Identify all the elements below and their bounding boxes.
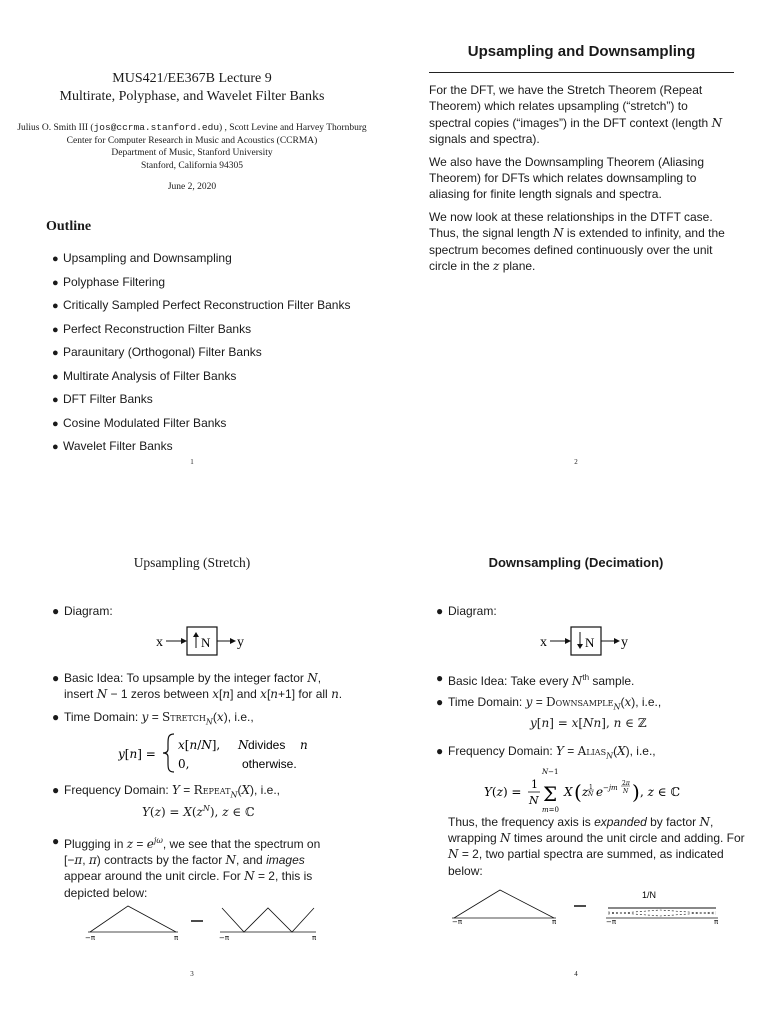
title-rule: [429, 72, 734, 73]
svg-text:X: X: [564, 785, 573, 799]
alias-equation: [484, 766, 694, 819]
outline-item: ● Paraunitary (Orthogonal) Filter Banks: [52, 341, 350, 365]
bullet-frequency-domain: ● Frequency Domain: Y = Alias$_N$(X), i.e.,: [436, 744, 656, 761]
svg-text:z: z: [582, 785, 589, 799]
outline-item: ● Critically Sampled Perfect Reconstruction Filter Banks: [52, 294, 350, 318]
bullet-icon: ●: [52, 783, 60, 797]
stretched-spectrum: [222, 908, 314, 932]
svg-text:π: π: [714, 918, 719, 926]
svg-text:N: N: [588, 791, 594, 798]
svg-text:−π: −π: [452, 918, 463, 926]
outline-heading: Outline: [46, 219, 92, 234]
input-arrowhead: [181, 638, 187, 644]
outline-item: ● Upsampling and Downsampling: [52, 247, 350, 271]
svg-text:Σ: Σ: [543, 782, 558, 806]
bullet-icon: ●: [52, 300, 59, 312]
svg-text:e: e: [596, 785, 604, 799]
outline-item: ● Wavelet Filter Banks: [52, 435, 350, 459]
bullet-icon: ●: [52, 370, 59, 383]
output-arrowhead: [614, 638, 620, 644]
paragraph: We also have the Downsampling Theorem (Aliasing Theorem) for DFTs which relates downsampling to aliasing for finite length signals and spectra.: [429, 154, 705, 202]
upsampler-block-diagram: [150, 624, 260, 658]
slide-3: [0, 512, 384, 1024]
slide-4: [384, 512, 768, 1024]
aliasing-spectrum-figure: [446, 886, 726, 928]
svg-text:π: π: [174, 934, 179, 942]
svg-text:π: π: [552, 918, 557, 926]
bullet-icon: ●: [52, 394, 59, 406]
diagram-output-label: y: [237, 635, 244, 650]
page-number: 4: [574, 970, 578, 978]
svg-text:N: N: [623, 788, 629, 795]
title-line-1: MUS421/EE367B Lecture 9: [112, 71, 272, 86]
output-arrowhead: [230, 638, 236, 644]
diagram-input-label: x: [540, 635, 547, 650]
outline-item: ● Cosine Modulated Filter Banks: [52, 412, 350, 436]
svg-text:1: 1: [531, 778, 538, 791]
svg-text:−π: −π: [606, 918, 617, 926]
lecture-title: [0, 70, 384, 106]
bullet-icon: ●: [436, 695, 444, 709]
author-email: jos@ccrma.stanford.edu: [93, 122, 220, 133]
up-arrowhead: [193, 632, 199, 637]
slide-body: [429, 82, 729, 280]
bullet-diagram: ● Diagram:: [52, 604, 113, 618]
svg-text:−π: −π: [85, 934, 96, 942]
svg-text:, z ∈ ℂ: , z ∈ ℂ: [640, 785, 681, 799]
svg-text:π: π: [312, 934, 317, 942]
svg-text:N: N: [238, 738, 249, 752]
repeat-equation: $Y(z) = X(z^N)$, z ∈ ℂ: [142, 804, 255, 819]
bullet-icon: ●: [52, 604, 60, 618]
svg-text:n: n: [300, 738, 308, 752]
math-var: z: [493, 259, 500, 274]
bullet-icon: ●: [436, 604, 444, 618]
bullet-basic-idea: ● Basic Idea: To upsample by the integer factor N, insert N − 1 zeros between x[n] and x[n+1] for all n.: [52, 671, 343, 702]
block-factor-label: N: [585, 635, 595, 650]
author-name: Julius O. Smith III (: [17, 123, 94, 133]
stretch-equation: [118, 730, 348, 779]
down-arrowhead: [577, 644, 583, 649]
scale-label: 1/N: [642, 890, 657, 900]
downsampler-block-diagram: [534, 624, 644, 658]
page-number: 2: [574, 458, 578, 466]
bullet-icon: ●: [52, 441, 59, 453]
svg-text:1: 1: [589, 784, 593, 791]
bullet-basic-idea: ● Basic Idea: Take every $N^{th}$ sample.: [436, 671, 635, 688]
paragraph: We now look at these relationships in the DTFT case. Thus, the signal length N is extended to infinity, and the spectrum becomes defined continuously over the unit circle in the z plane.: [429, 209, 725, 274]
math-var: N: [553, 226, 564, 241]
page-number: 1: [190, 458, 194, 466]
bullet-icon: ●: [436, 744, 444, 758]
block-factor-label: N: [201, 635, 211, 650]
title-line-2: Multirate, Polyphase, and Wavelet Filter Banks: [59, 89, 325, 104]
bullet-icon: ●: [52, 347, 59, 359]
downsample-equation: y[n] = x[Nn], n ∈ ℤ: [530, 716, 647, 730]
stretch-spectrum-figure: [82, 902, 332, 942]
paragraph: For the DFT, we have the Stretch Theorem (Repeat Theorem) which relates upsampling (“stretch”) to spectral copies (“images”) in the DFT context (length N signals and spectra).: [429, 83, 723, 147]
svg-text:2π: 2π: [622, 780, 630, 787]
svg-text:−jm: −jm: [603, 784, 618, 792]
bullet-icon: ●: [52, 276, 59, 289]
bullet-time-domain: ● Time Domain: y = Stretch$_N$(x), i.e.,: [52, 710, 254, 727]
thus-paragraph: Thus, the frequency axis is expanded by factor N, wrapping N times around the unit circle and adding. For N = 2, two partial spectra are summed, as indicated below:: [448, 815, 745, 878]
svg-text:Y(z) =: Y(z) =: [484, 785, 522, 799]
outline-list: [52, 247, 350, 459]
bullet-time-domain: ● Time Domain: y = Downsample$_N$(x), i.e.,: [436, 695, 662, 712]
slide-title: Upsampling (Stretch): [133, 555, 251, 570]
diagram-input-label: x: [156, 635, 163, 650]
bullet-icon: ●: [52, 253, 59, 265]
slide-title: Downsampling (Decimation): [488, 555, 664, 570]
affiliation-line-2: Department of Music, Stanford University: [111, 148, 273, 158]
outline-item: ● Polyphase Filtering: [52, 271, 350, 295]
svg-text:0,: 0,: [178, 757, 190, 771]
svg-text:otherwise.: otherwise.: [242, 757, 297, 771]
svg-text:m=0: m=0: [542, 806, 559, 814]
affiliation-line-3: Stanford, California 94305: [140, 160, 244, 171]
svg-text:): ): [632, 780, 640, 804]
slide-2: [384, 0, 768, 512]
input-arrowhead: [565, 638, 571, 644]
slide-title: Upsampling and Downsampling: [467, 43, 696, 60]
svg-text:−π: −π: [219, 934, 230, 942]
svg-text:y[n] =: y[n] =: [118, 747, 156, 761]
bullet-frequency-domain: ● Frequency Domain: Y = Repeat$_N$(X), i.e.,: [52, 783, 280, 800]
svg-text:N−1: N−1: [542, 768, 559, 776]
bullet-icon: ●: [52, 323, 59, 336]
original-spectrum: [90, 906, 176, 932]
affiliation-line-1: Center for Computer Research in Music and Acoustics (CCRMA): [66, 135, 318, 146]
bullet-icon: ●: [52, 834, 60, 848]
author-block: [0, 122, 384, 172]
lecture-date: June 2, 2020: [167, 182, 217, 192]
author-coauthors: ) , Scott Levine and Harvey Thornburg: [219, 123, 367, 133]
bullet-icon: ●: [52, 417, 59, 430]
svg-text:(: (: [574, 780, 582, 804]
page-number: 3: [190, 970, 194, 978]
math-var: N: [711, 115, 723, 130]
svg-text:divides: divides: [248, 738, 286, 752]
outline-item: ● Perfect Reconstruction Filter Banks: [52, 318, 350, 342]
left-brace: [163, 734, 174, 772]
slide-1: [0, 0, 384, 512]
bullet-icon: ●: [52, 710, 60, 724]
alias-formula: [484, 766, 694, 816]
bullet-plugging-in: ● Plugging in $z = e^{j\omega}$, we see that the spectrum on [−π, π) contracts by the factor N, and images appear around the unit circle. For N = 2, this is depicted below:: [52, 834, 321, 900]
bullet-icon: ●: [52, 671, 60, 685]
outline-item: ● DFT Filter Banks: [52, 388, 350, 412]
original-spectrum: [454, 890, 554, 918]
bullet-diagram: ● Diagram:: [436, 604, 497, 618]
svg-text:x[n/N],: x[n/N],: [178, 738, 221, 752]
piecewise-equation: [118, 730, 348, 776]
diagram-output-label: y: [621, 635, 628, 650]
bullet-icon: ●: [436, 671, 444, 685]
svg-text:N: N: [529, 794, 539, 807]
outline-item: ● Multirate Analysis of Filter Banks: [52, 365, 350, 389]
author-line: [0, 122, 384, 135]
